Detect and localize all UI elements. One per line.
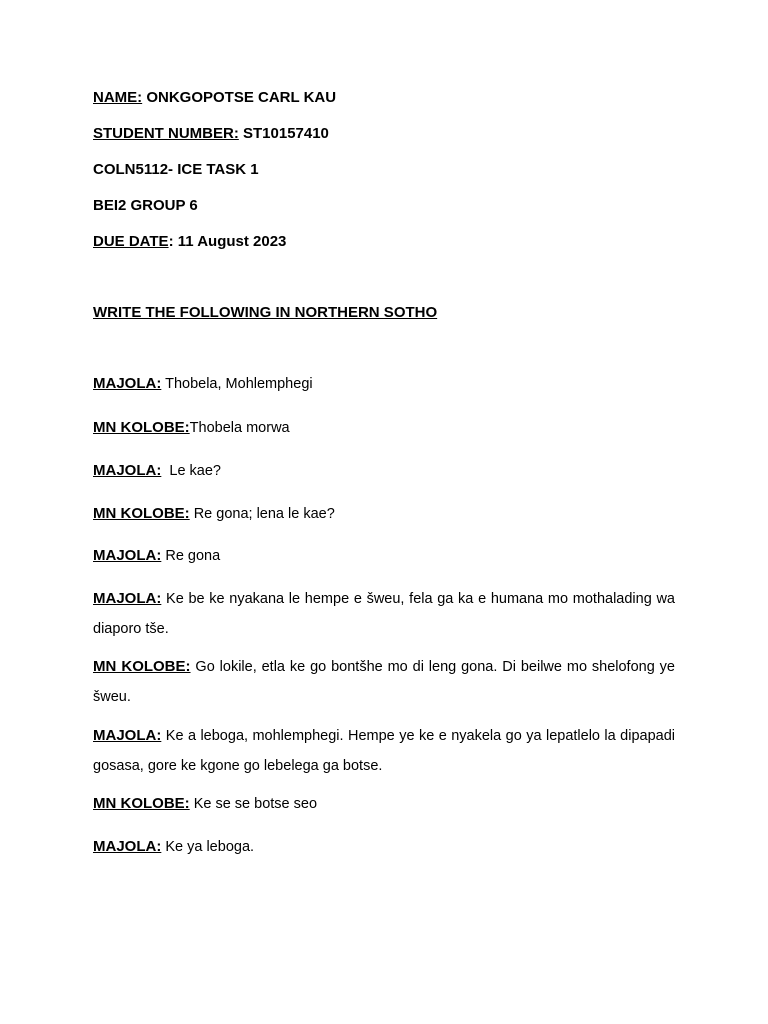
- dialogue-text: Thobela morwa: [189, 420, 290, 436]
- dialogue-line: [93, 413, 675, 443]
- dialogue-line: [93, 369, 675, 399]
- speaker-label: MN KOLOBE:: [93, 658, 191, 675]
- student-number-value: ST10157410: [238, 125, 329, 142]
- student-number-line: [93, 125, 329, 143]
- due-date-line: [93, 233, 286, 251]
- speaker-label: MN KOLOBE:: [93, 795, 190, 812]
- speaker-label: MAJOLA:: [93, 838, 162, 855]
- dialogue-text: Le kae?: [161, 463, 221, 479]
- dialogue-line: [93, 541, 675, 571]
- speaker-label: MN KOLOBE:: [93, 419, 190, 436]
- speaker-label: MAJOLA:: [93, 375, 162, 392]
- dialogue-text: Re gona; lena le kae?: [189, 506, 335, 522]
- dialogue-text: Ke a leboga, mohlemphegi. Hempe ye ke e nyakela go ya lepatlelo la dipapadi gosasa, gore ke kgone go lebelega ga botse.: [93, 728, 675, 774]
- speaker-label: MAJOLA:: [93, 590, 162, 607]
- due-date-value: : 11 August 2023: [168, 233, 287, 250]
- student-number-label: STUDENT NUMBER:: [93, 125, 239, 142]
- course-line: COLN5112- ICE TASK 1: [93, 161, 259, 178]
- dialogue-line: [93, 789, 675, 819]
- speaker-label: MN KOLOBE:: [93, 505, 190, 522]
- dialogue-line: [93, 499, 675, 529]
- dialogue-text: Re gona: [161, 548, 221, 564]
- dialogue-line: [93, 832, 675, 862]
- dialogue-text: Ke be ke nyakana le hempe e šweu, fela ga ka e humana mo mothalading wa diaporo tše.: [93, 591, 675, 637]
- dialogue-text: Thobela, Mohlemphegi: [161, 376, 313, 392]
- dialogue-text: Ke se se botse seo: [189, 796, 318, 812]
- due-date-label: DUE DATE: [93, 233, 169, 250]
- speaker-label: MAJOLA:: [93, 727, 162, 744]
- name-label: NAME:: [93, 89, 143, 106]
- instruction-heading: WRITE THE FOLLOWING IN NORTHERN SOTHO: [93, 304, 438, 321]
- group-line: BEI2 GROUP 6: [93, 197, 198, 214]
- name-value: ONKGOPOTSE CARL KAU: [142, 89, 337, 106]
- speaker-label: MAJOLA:: [93, 462, 162, 479]
- name-line: [93, 89, 336, 107]
- dialogue-paragraph: [93, 652, 675, 712]
- dialogue-paragraph: [93, 721, 675, 781]
- dialogue-text: Go lokile, etla ke go bontšhe mo di leng gona. Di beilwe mo shelofong ye šweu.: [93, 659, 675, 705]
- dialogue-line: [93, 456, 675, 486]
- dialogue-text: Ke ya leboga.: [161, 839, 255, 855]
- speaker-label: MAJOLA:: [93, 547, 162, 564]
- dialogue-paragraph: [93, 584, 675, 644]
